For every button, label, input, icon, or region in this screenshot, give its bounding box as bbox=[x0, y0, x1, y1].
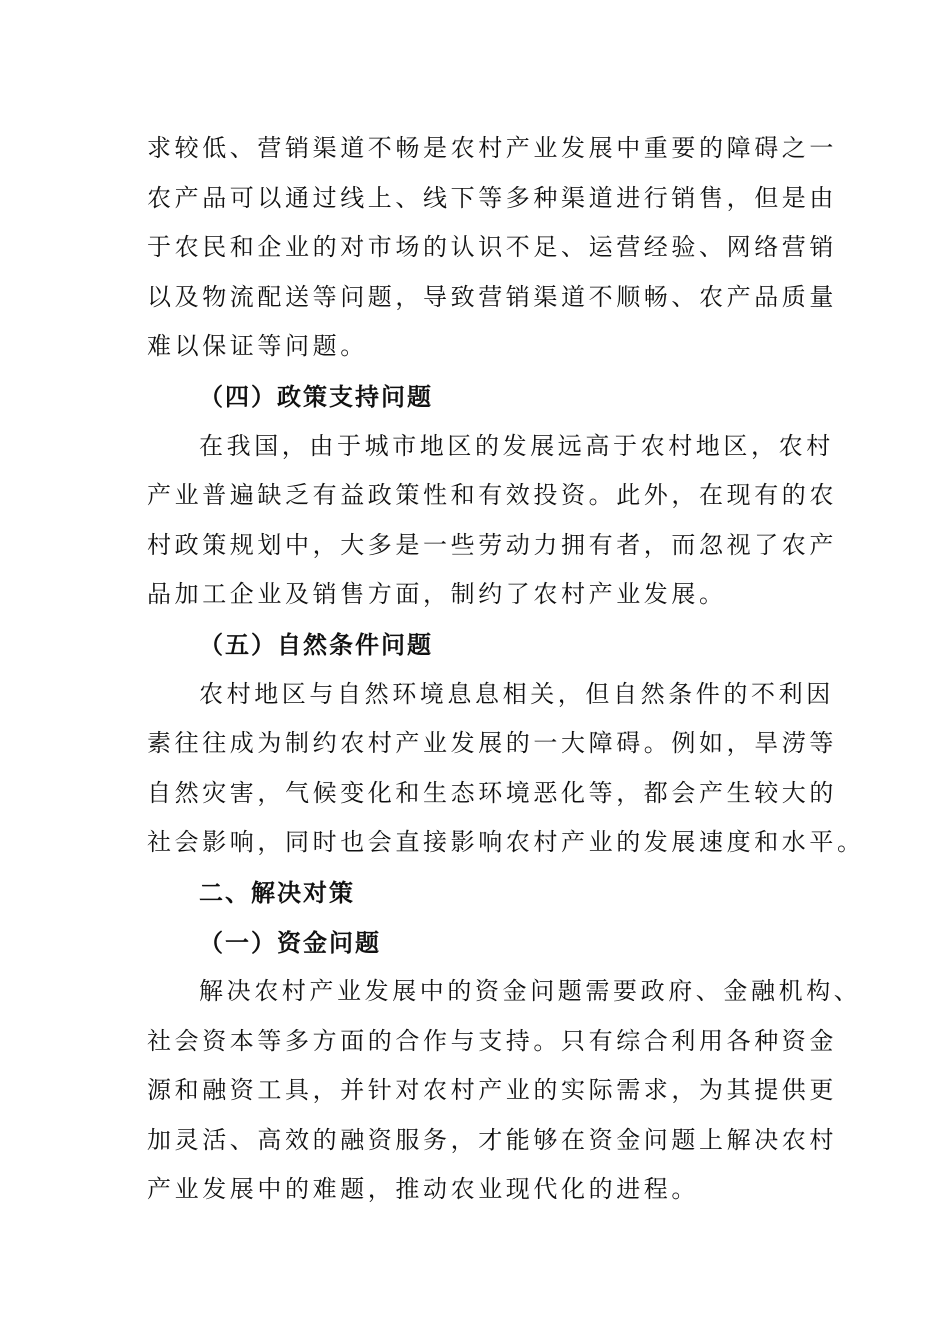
paragraph-line: 难以保证等问题。 bbox=[147, 332, 368, 361]
paragraph-line: 村政策规划中，大多是一些劳动力拥有者，而忽视了农产 bbox=[147, 530, 837, 559]
paragraph-line: 自然灾害，气候变化和生态环境恶化等，都会产生较大的 bbox=[147, 778, 837, 807]
paragraph-line: 农村地区与自然环境息息相关，但自然条件的不利因 bbox=[199, 679, 834, 708]
paragraph-line: 加灵活、高效的融资服务，才能够在资金问题上解决农村 bbox=[147, 1125, 837, 1154]
paragraph-line: 于农民和企业的对市场的认识不足、运营经验、网络营销 bbox=[147, 233, 837, 262]
paragraph-line: 以及物流配送等问题，导致营销渠道不顺畅、农产品质量 bbox=[147, 282, 837, 311]
paragraph-line: 社会资本等多方面的合作与支持。只有综合利用各种资金 bbox=[147, 1026, 837, 1055]
section-heading: （四）政策支持问题 bbox=[199, 381, 433, 411]
paragraph-line: 产业发展中的难题，推动农业现代化的进程。 bbox=[147, 1175, 699, 1204]
section-heading: （一）资金问题 bbox=[199, 927, 381, 957]
paragraph-line: 产业普遍缺乏有益政策性和有效投资。此外，在现有的农 bbox=[147, 481, 837, 510]
paragraph-line: 社会影响，同时也会直接影响农村产业的发展速度和水平。 bbox=[147, 828, 865, 857]
document-body bbox=[147, 124, 865, 1215]
paragraph-line: 解决农村产业发展中的资金问题需要政府、金融机构、 bbox=[199, 977, 862, 1006]
paragraph-line: 品加工企业及销售方面，制约了农村产业发展。 bbox=[147, 580, 727, 609]
paragraph-line: 农产品可以通过线上、线下等多种渠道进行销售，但是由 bbox=[147, 183, 837, 212]
paragraph-line: 在我国，由于城市地区的发展远高于农村地区，农村 bbox=[199, 431, 834, 460]
section-heading: 二、解决对策 bbox=[199, 877, 355, 907]
paragraph-line: 求较低、营销渠道不畅是农村产业发展中重要的障碍之一 bbox=[147, 134, 837, 162]
paragraph-line: 素往往成为制约农村产业发展的一大障碍。例如，旱涝等 bbox=[147, 729, 837, 758]
paragraph-line: 源和融资工具，并针对农村产业的实际需求，为其提供更 bbox=[147, 1076, 837, 1105]
section-heading: （五）自然条件问题 bbox=[199, 629, 433, 659]
